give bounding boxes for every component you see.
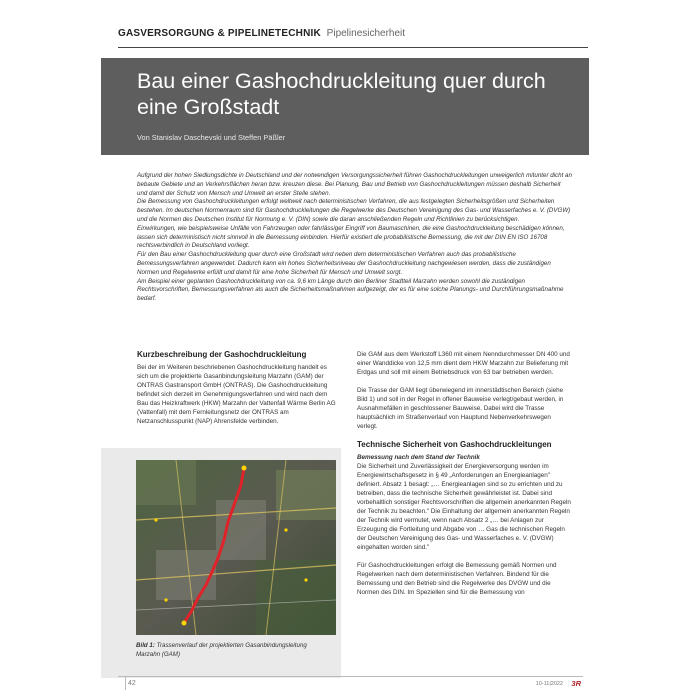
route-map-graphic — [136, 460, 336, 635]
figure-caption — [136, 642, 331, 659]
section-subcategory: Pipelinesicherheit — [326, 28, 406, 39]
caption-label: Bild 1: — [136, 642, 155, 649]
section-category: GASVERSORGUNG & PIPELINETECHNIK — [118, 28, 321, 39]
satellite-map-image — [136, 460, 336, 635]
body-paragraph: Die Sicherheit und Zuverlässigkeit der Energieversorgung werden im Energiewirtschaftsgesetz in § 49 „Anforderungen an Energieanlagen" definiert. Absatz 1 besagt: „… Energieanlagen sind so zu errichten und zu betreiben, dass die technische Sicherheit gewährleistet ist. Dabei sind vorbehaltlich sonstiger Rechtsvorschriften die allgemein anerkannten Regeln der Technik zu beachten." Die Einhaltung der allgemein anerkannten Regeln der Technik wird vermutet, wenn nach Absatz 2 „… bei Anlagen zur Erzeugung die Fortleitung und Abgabe von … Gas die technischen Regeln der Deutschen Vereinigung des Gas- und Wasserfaches e. V. (DVGW) eingehalten worden sind." — [357, 463, 571, 551]
issue-number: 10-11|2022 — [535, 681, 563, 687]
article-title: Bau einer Gashochdruckleitung quer durch eine Großstadt — [137, 69, 546, 119]
title-banner — [101, 58, 589, 155]
section-heading: Kurzbeschreibung der Gashochdruckleitung — [137, 350, 307, 359]
footer-divider — [125, 676, 126, 690]
intro-paragraph: Die Bemessung von Gashochdruckleitungen erfolgt weltweit nach deterministischen Verfahren, die aus festgelegten Sicherheitsgrößen und Sicherheiten bestehen. Im deutschen Normenraum sind für Gashochdruckleitungen die Regelwerke des Deutschen Vereinigung des Gas- und Wasserfaches e. V. (DVGW) und die Normen des Deutschen Institut für Normung e. V. (DIN) sowie die daran anschließenden Regeln und Richtlinien zu berücksichtigen. — [137, 198, 571, 223]
route-start-marker — [242, 466, 247, 471]
page-number: 42 — [128, 680, 136, 687]
section-heading: Technische Sicherheit von Gashochdruckleitungen — [357, 440, 552, 449]
left-column — [137, 350, 339, 426]
intro-paragraph: Am Beispiel einer geplanten Gashochdruckleitung von ca. 9,6 km Länge durch den Berliner Stadtteil Marzahn werden sowohl die zuständigen Rechtsvorschriften, Bemessungsverfahren als auch die Sicherheitsmaßnahmen aufgezeigt, der es für eine solche Planungs- und Durchführungsmaßnahme bedarf. — [137, 277, 564, 303]
section-header — [118, 27, 588, 48]
body-paragraph: Für Gashochdruckleitungen erfolgt die Bemessung gemäß Normen und Regelwerken nach dem deterministischen Verfahren. Bindend für die Bemessung und den Betrieb sind die Regelwerke des DVGW und die Normen des DIN. Im Speziellen sind für die Bemessung von — [357, 562, 557, 596]
body-paragraph: Die Trasse der GAM liegt überwiegend im innerstädtischen Bereich (siehe Bild 1) und soll in der Regel in offener Bauweise verlegt/gebaut werden, in Ausnahmefällen in geschlossener Bauweise. Dabei wird die Trasse hauptsächlich im Straßenverlauf von Hauptund Nebenverkehrswegen verlegt. — [357, 387, 564, 430]
body-paragraph: Die GAM aus dem Werkstoff L360 mit einem Nenndurchmesser DN 400 und einer Wanddicke von 12,5 mm dient dem HKW Marzahn zur Belieferung mit Erdgas und soll mit einem Betriebsdruck von 63 bar betrieben werden. — [357, 351, 570, 376]
route-end-marker — [182, 621, 187, 626]
intro-paragraph: Aufgrund der hohen Siedlungsdichte in Deutschland und der notwendigen Versorgungssicherheit führen Gashochdruckleitungen unweigerlich mitunter dicht an bebaute Gebiete und an Verkehrsflächen heran bzw. kreuzen diese. Bei Planung, Bau und Betrieb von Gashochdruckleitungen müssen deshalb Sicherheit und damit der Schutz von Mensch und Umwelt an erster Stelle stehen. — [137, 172, 572, 197]
intro-paragraph: Einwirkungen, wie beispielsweise Unfälle von Fahrzeugen oder fahrlässiger Eingriff von Baumaschinen, die eine Gashochdruckleitung beschädigen können, lassen sich deterministisch nicht sinnvoll in die Bemessung einbinden. Hierfür existiert die probabilistische Bemessung, die mit der DIN EN ISO 16708 rechtsverbindlich in Deutschland vorliegt. — [137, 224, 565, 250]
page-footer — [118, 676, 583, 691]
intro-paragraph: Für den Bau einer Gashochdruckleitung quer durch eine Großstadt wird neben dem deterministischen Verfahren auch das probabilistische Bemessungsverfahren angewendet. Dadurch kann ein hohes Sicherheitsniveau der Gashochdruckleitung nachgewiesen werden, dass die zuständigen Normen und Regelwerke erfüllt und damit für eine hohe Sicherheit für Mensch und Umwelt sorgt. — [137, 251, 551, 276]
figure-1 — [101, 448, 341, 678]
subsection-heading: Bemessung nach dem Stand der Technik — [357, 454, 480, 461]
caption-text: Trassenverlauf der projektierten Gasanbindungsleitung Marzahn (GAM) — [136, 642, 307, 658]
right-column — [357, 350, 572, 597]
magazine-logo: 3R — [571, 679, 581, 688]
article-intro — [137, 172, 572, 304]
article-authors: Von Stanislav Daschevski und Steffen Päßler — [137, 133, 286, 142]
body-paragraph: Bei der im Weiteren beschriebenen Gashochdruckleitung handelt es sich um die projektierte Gasanbindungsleitung Marzahn (GAM) der ONTRAS Gastransport GmbH (ONTRAS). Die Gashochdruckleitung befindet sich derzeit im Genehmigungsverfahren und wird nach dem Bau das Heizkraftwerk (HKW) Marzahn der Vattenfall Wärme Berlin AG (Vattenfall) mit dem Fernleitungsnetz der ONTRAS am Netzanschlusspunkt (NAP) Ahrensfelde verbinden. — [137, 364, 336, 425]
